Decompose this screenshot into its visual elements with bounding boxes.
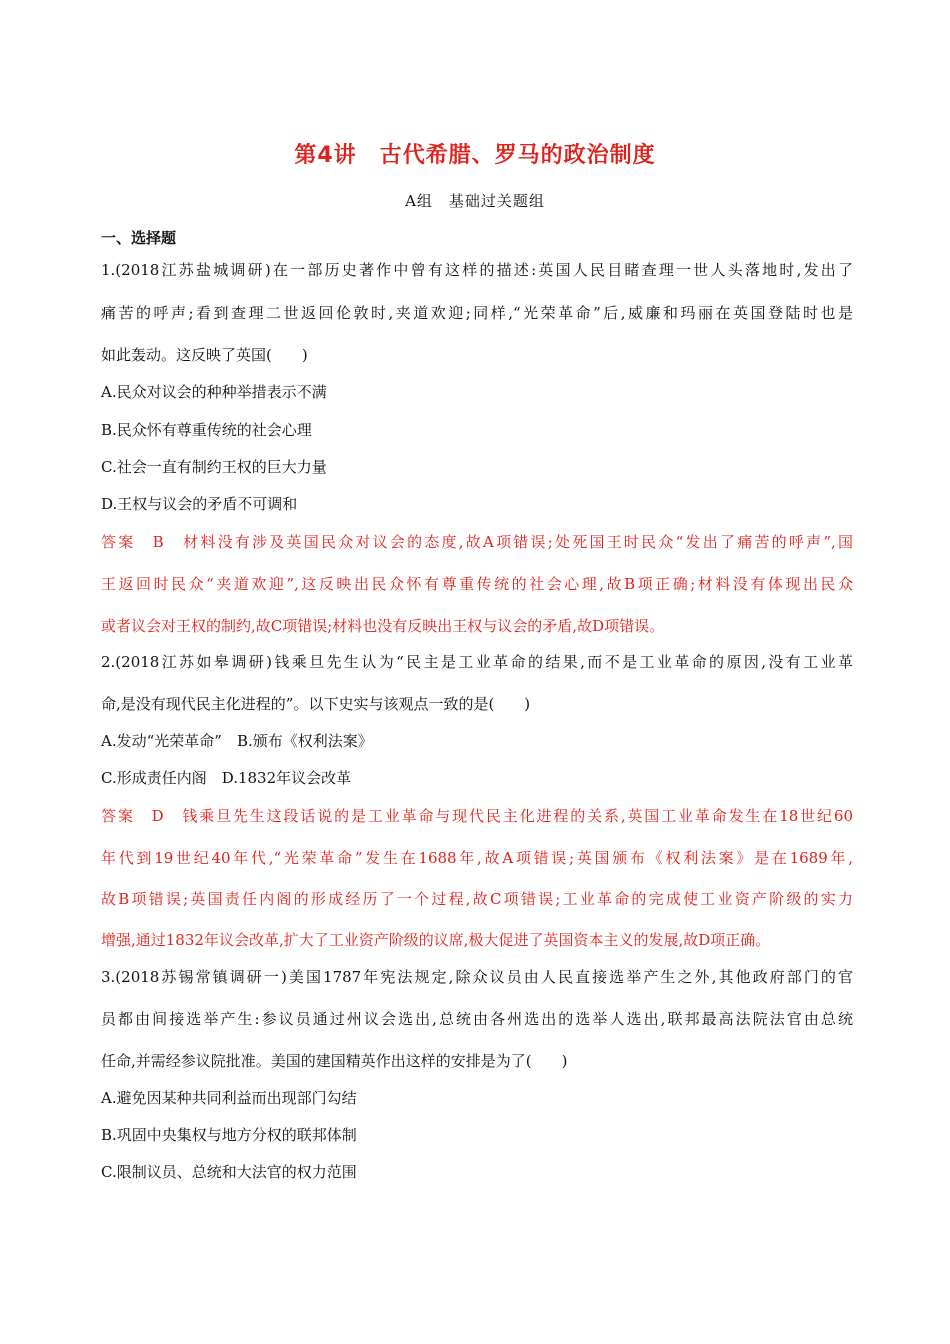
question-1-stem-line: 如此轰动。这反映了英国( ) xyxy=(101,346,308,364)
question-3-stem-line: 员都由间接选举产生:参议员通过州议会选出,总统由各州选出的选举人选出,联邦最高法院法官由总统 xyxy=(101,1010,853,1028)
question-1-stem-line: 1.(2018江苏盐城调研)在一部历史著作中曾有这样的描述:英国人民目睹查理一世人头落地时,发出了 xyxy=(101,261,853,279)
question-1-answer-line: 或者议会对王权的制约,故C项错误;材料也没有反映出王权与议会的矛盾,故D项错误。 xyxy=(101,617,665,635)
page-title: 第4讲 古代希腊、罗马的政治制度 xyxy=(294,143,656,168)
question-2-options-ab: A.发动“光荣革命” B.颁布《权利法案》 xyxy=(101,732,373,750)
question-2-answer-line: 答案 D 钱乘旦先生这段话说的是工业革命与现代民主化进程的关系,英国工业革命发生在18世纪60 xyxy=(101,807,853,825)
question-2-stem-line: 命,是没有现代民主化进程的”。以下史实与该观点一致的是( ) xyxy=(101,695,531,713)
question-1-answer-line: 王返回时民众“夹道欢迎”,这反映出民众怀有尊重传统的社会心理,故B项正确;材料没有体现出民众 xyxy=(101,575,853,593)
question-1-option-b: B.民众怀有尊重传统的社会心理 xyxy=(101,421,312,439)
question-1-option-d: D.王权与议会的矛盾不可调和 xyxy=(101,495,298,513)
question-3-option-c: C.限制议员、总统和大法官的权力范围 xyxy=(101,1163,357,1181)
question-1-option-c: C.社会一直有制约王权的巨大力量 xyxy=(101,458,327,476)
question-3-stem-line: 任命,并需经参议院批准。美国的建国精英作出这样的安排是为了( ) xyxy=(101,1052,568,1070)
question-1-option-a: A.民众对议会的种种举措表示不满 xyxy=(101,383,327,401)
section-heading: 一、选择题 xyxy=(101,229,177,247)
question-3-option-b: B.巩固中央集权与地方分权的联邦体制 xyxy=(101,1126,357,1144)
question-2-answer-line: 增强,通过1832年议会改革,扩大了工业资产阶级的议席,极大促进了英国资本主义的发展,故D项正确。 xyxy=(101,931,771,949)
question-3-stem-line: 3.(2018苏锡常镇调研一)美国1787年宪法规定,除众议员由人民直接选举产生之外,其他政府部门的官 xyxy=(101,968,853,986)
question-2-answer-line: 年代到19世纪40年代,“光荣革命”发生在1688年,故A项错误;英国颁布《权利法案》是在1689年, xyxy=(101,849,853,867)
question-2-answer-line: 故B项错误;英国责任内阁的形成经历了一个过程,故C项错误;工业革命的完成使工业资产阶级的实力 xyxy=(101,890,853,908)
question-1-stem-line: 痛苦的呼声;看到查理二世返回伦敦时,夹道欢迎;同样,“光荣革命”后,威廉和玛丽在英国登陆时也是 xyxy=(101,304,853,322)
question-2-stem-line: 2.(2018江苏如皋调研)钱乘旦先生认为“民主是工业革命的结果,而不是工业革命的原因,没有工业革 xyxy=(101,653,853,671)
question-1-answer-line: 答案 B 材料没有涉及英国民众对议会的态度,故A项错误;处死国王时民众“发出了痛苦的呼声”,国 xyxy=(101,533,853,551)
question-2-options-cd: C.形成责任内阁 D.1832年议会改革 xyxy=(101,769,352,787)
question-3-option-a: A.避免因某种共同利益而出现部门勾结 xyxy=(101,1089,357,1107)
group-heading: A组 基础过关题组 xyxy=(405,192,545,210)
